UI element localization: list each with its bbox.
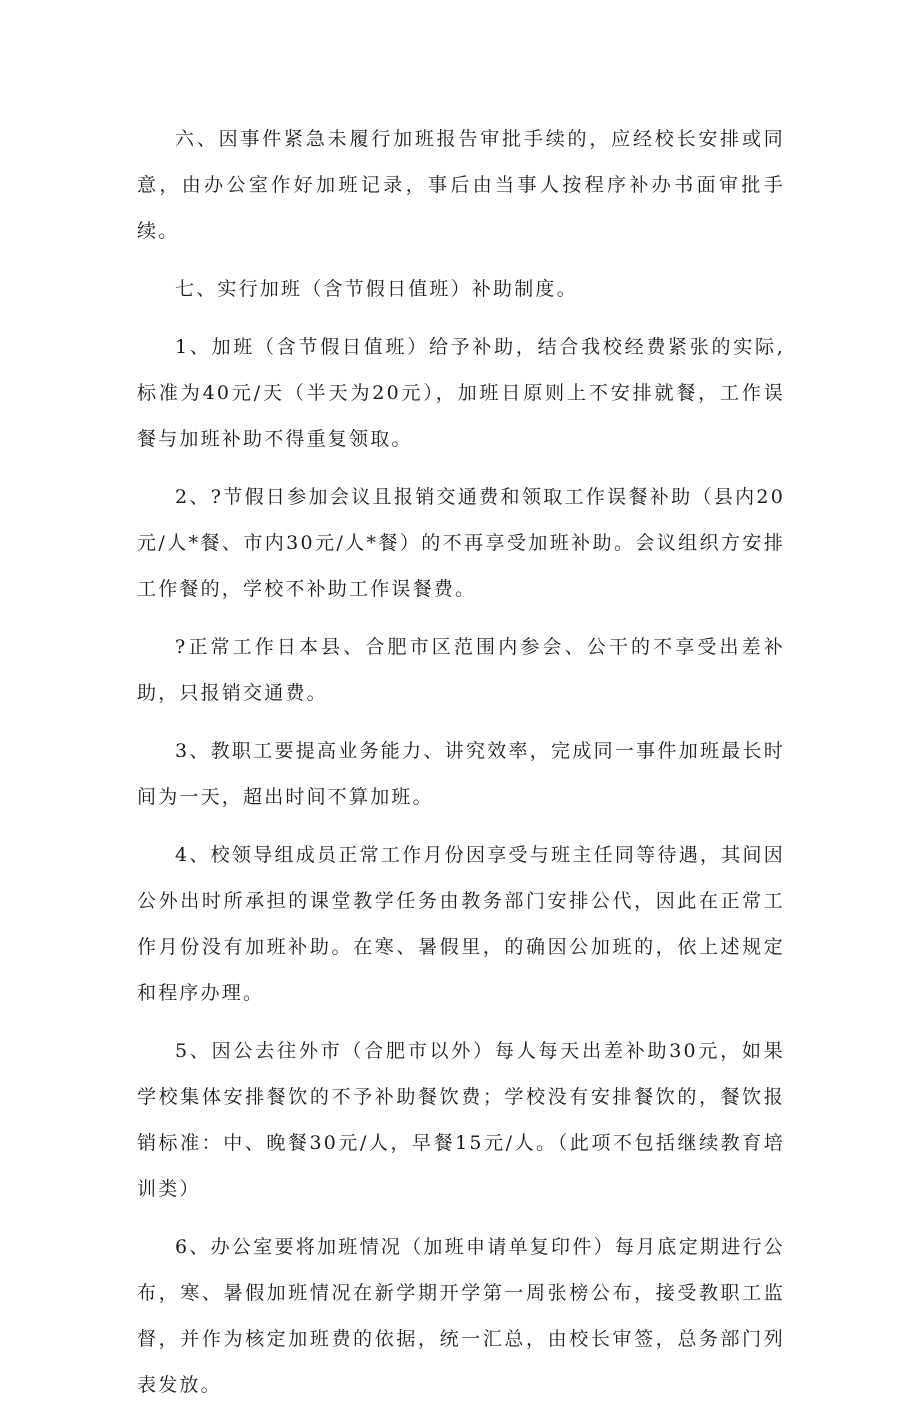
paragraph-item-2-local-travel: ?正常工作日本县、合肥市区范围内参会、公干的不享受出差补助，只报销交通费。 [137,636,785,704]
document-body [137,116,785,1420]
paragraph-6-unauthorized-overtime: 六、因事件紧急未履行加班报告审批手续的，应经校长安排或同意，由办公室作好加班记录，事后由当事人按程序补办书面审批手续。 [137,128,785,242]
paragraph-item-6-publication: 6、办公室要将加班情况（加班申请单复印件）每月底定期进行公布，寒、暑假加班情况在新学期开学第一周张榜公布，接受教职工监督，并作为核定加班费的依据，统一汇总，由校长审签，总务部门列表发放。 [137,1236,785,1396]
paragraph-item-3-efficiency: 3、教职工要提高业务能力、讲究效率，完成同一事件加班最长时间为一天，超出时间不算加班。 [137,740,785,808]
paragraph-7-subsidy-system: 七、实行加班（含节假日值班）补助制度。 [175,278,578,300]
paragraph-item-1-subsidy-standard: 1、加班（含节假日值班）给予补助，结合我校经费紧张的实际,标准为40元/天（半天为20元），加班日原则上不安排就餐，工作误餐与加班补助不得重复领取。 [137,336,785,450]
paragraph-item-4-leadership: 4、校领导组成员正常工作月份因享受与班主任同等待遇，其间因公外出时所承担的课堂教学任务由教务部门安排公代，因此在正常工作月份没有加班补助。在寒、暑假里，的确因公加班的，依上述规定和程序办理。 [137,844,785,1004]
paragraph-item-2-meeting-meals: 2、?节假日参加会议且报销交通费和领取工作误餐补助（县内20元/人*餐、市内30元/人*餐）的不再享受加班补助。会议组织方安排工作餐的，学校不补助工作误餐费。 [137,486,785,600]
paragraph-item-5-travel-allowance: 5、因公去往外市（合肥市以外）每人每天出差补助30元，如果学校集体安排餐饮的不予补助餐饮费；学校没有安排餐饮的，餐饮报销标准：中、晚餐30元/人，早餐15元/人。（此项不包括继续教育培训类） [137,1040,785,1200]
